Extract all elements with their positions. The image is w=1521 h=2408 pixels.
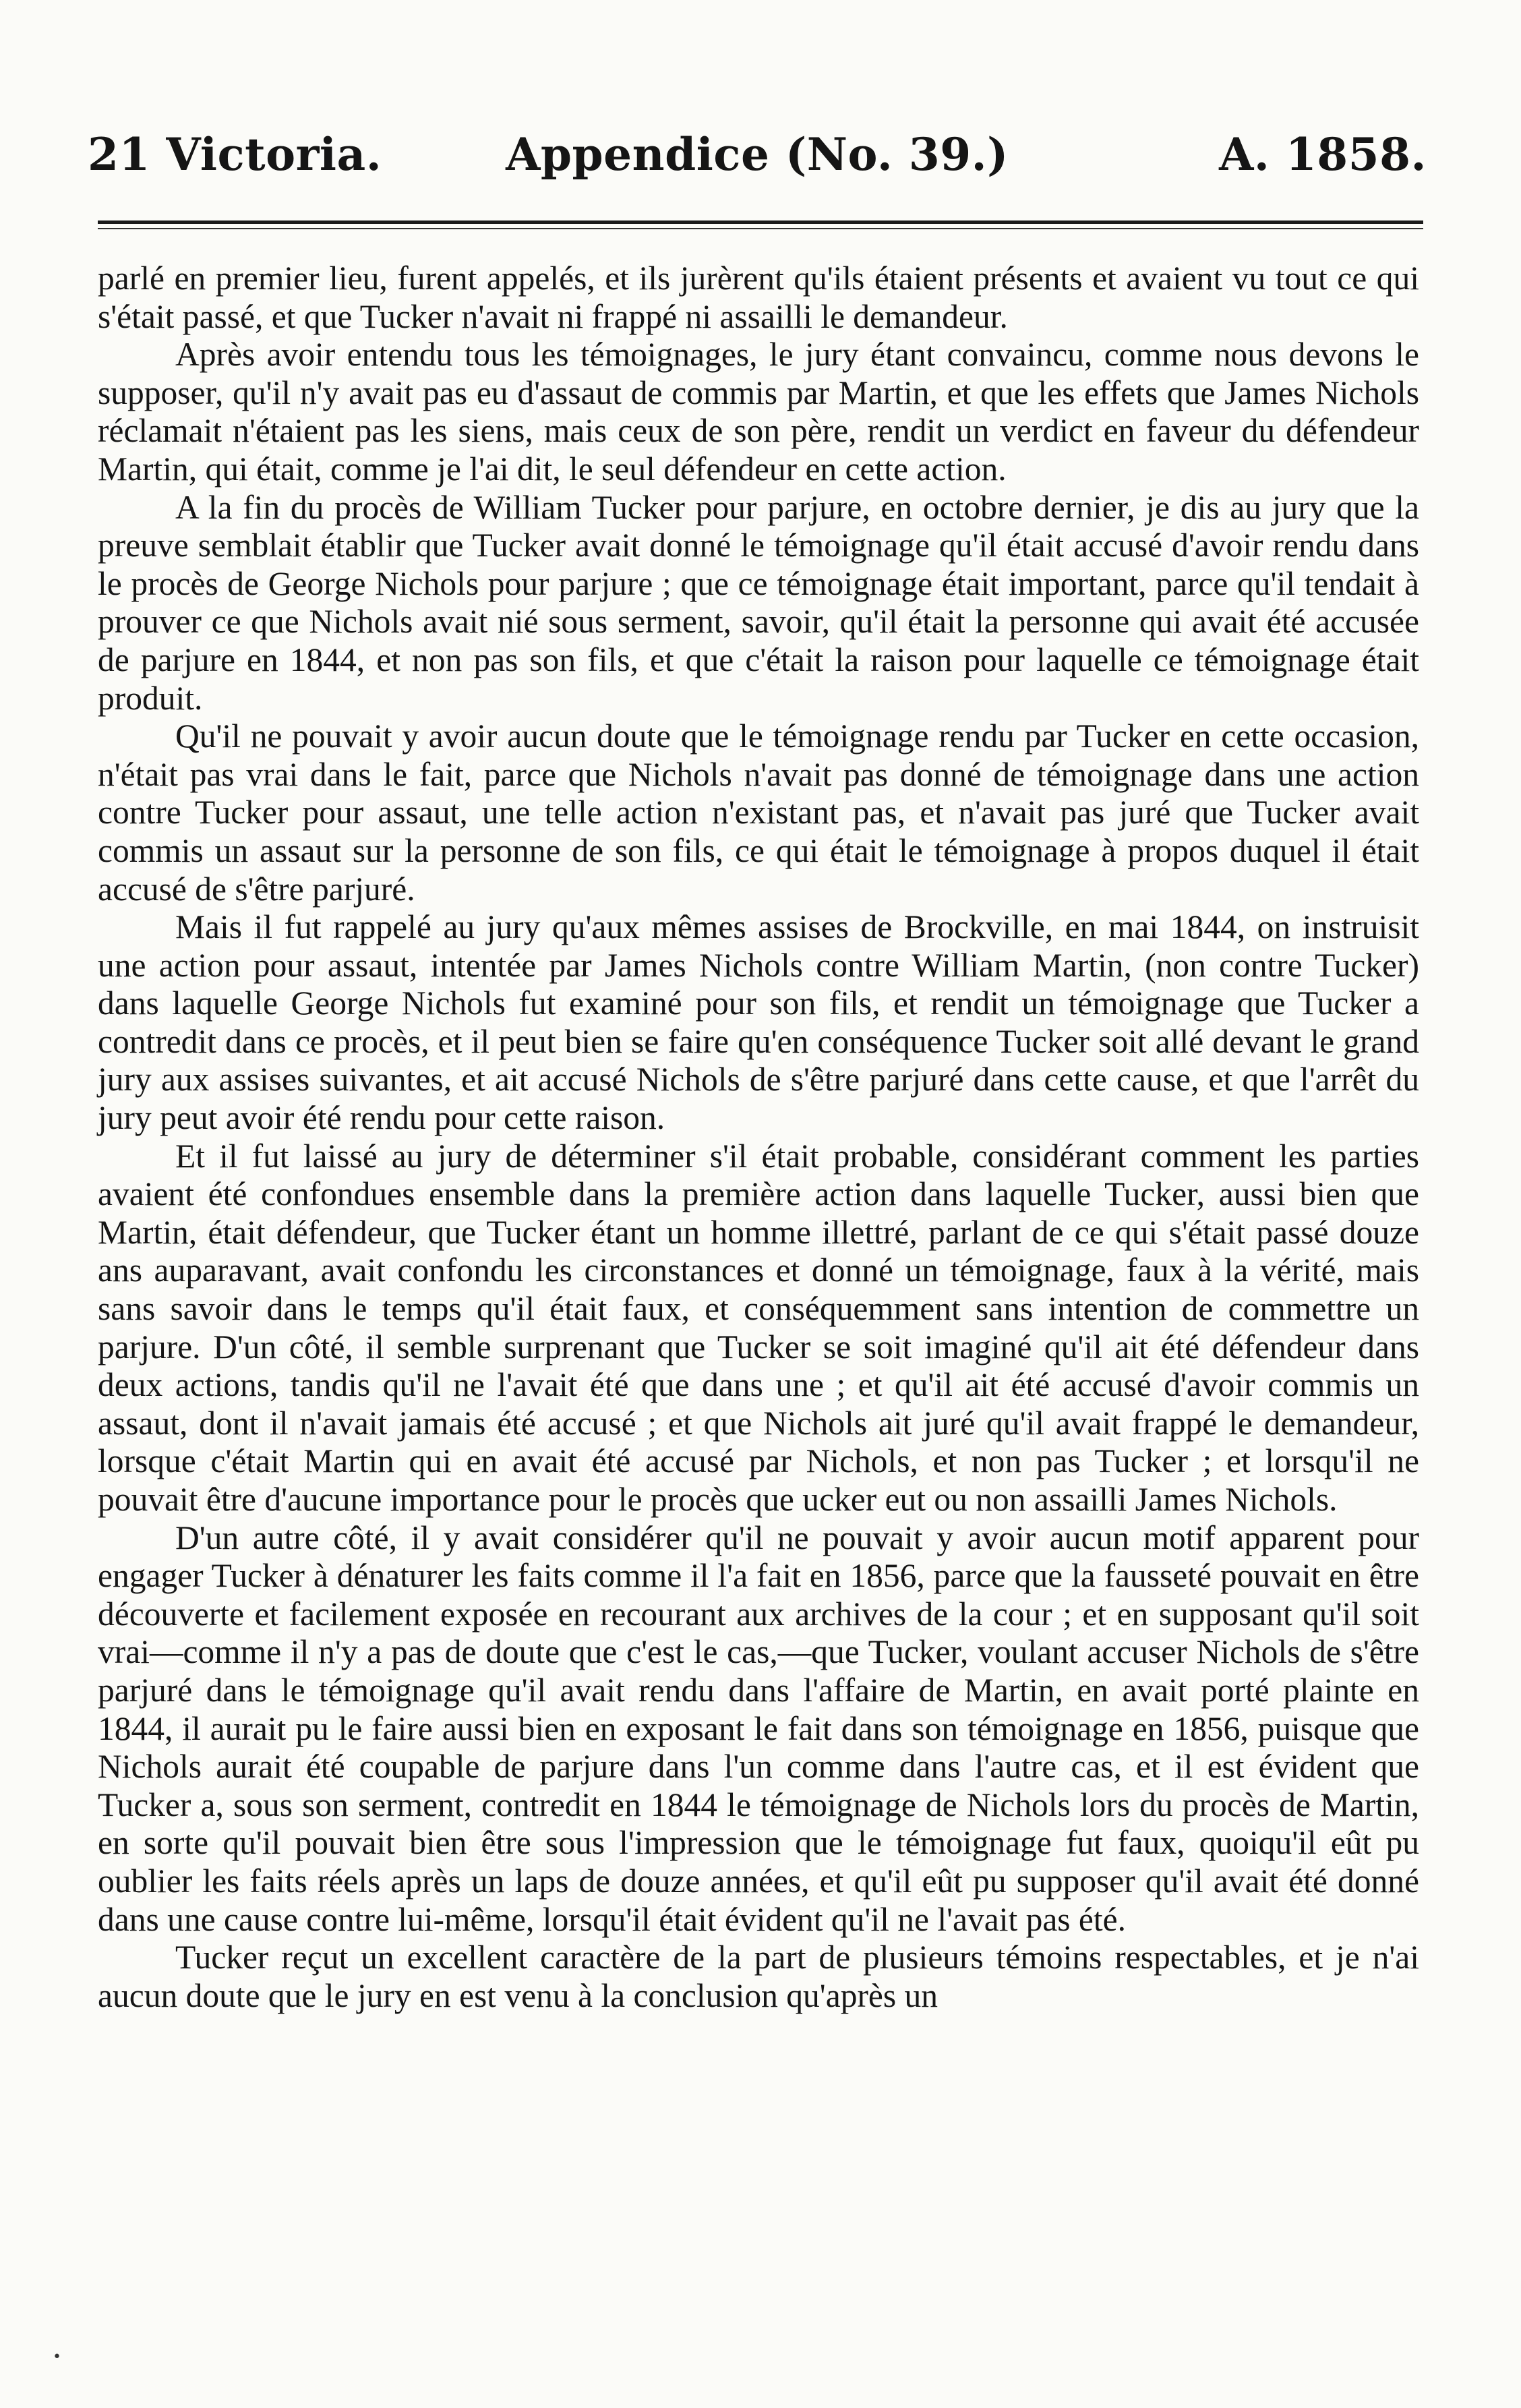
header-session: 21 Victoria.	[88, 128, 382, 181]
margin-mark: •	[53, 2349, 61, 2366]
paragraph: A la fin du procès de William Tucker pour parjure, en octobre dernier, je dis au jury que la preuve semblait établir que Tucker avait donné le témoignage qu'il était accusé d'avoir rendu dans le procès de George Nichols pour parjure ; que ce témoignage était important, parce qu'il tendait à prouver ce que Nichols avait nié sous serment, savoir, qu'il était la personne qui avait été accusée de parjure en 1844, et non pas son fils, et que c'était la raison pour laquelle ce témoignage était produit.	[98, 488, 1419, 717]
page-header	[88, 128, 1427, 189]
paragraph: Tucker reçut un excellent caractère de la part de plusieurs témoins respectables, et je n'ai aucun doute que le jury en est venu à la conclusion qu'après un	[98, 1939, 1419, 2014]
body-text	[98, 260, 1419, 2015]
paragraph: D'un autre côté, il y avait considérer qu'il ne pouvait y avoir aucun motif apparent pour engager Tucker à dénaturer les faits comme il l'a fait en 1856, parce que la fausseté pouvait en être découverte et facilement exposée en recourant aux archives de la cour ; et en supposant qu'il soit vrai—comme il n'y a pas de doute que c'est le cas,—que Tucker, voulant accuser Nichols de s'être parjuré dans le témoignage qu'il avait rendu dans l'affaire de Martin, en avait porté plainte en 1844, il aurait pu le faire aussi bien en exposant le fait dans son témoignage en 1856, puisque que Nichols aurait été coupable de parjure dans l'un comme dans l'autre cas, et il est évident que Tucker a, sous son serment, contredit en 1844 le témoignage de Nichols lors du procès de Martin, en sorte qu'il pouvait bien être sous l'impression que le témoignage fut faux, quoiqu'il eût pu oublier les faits réels après un laps de douze années, et qu'il eût pu supposer qu'il avait été donné dans une cause contre lui-même, lorsqu'il était évident qu'il ne l'avait pas été.	[98, 1519, 1419, 1938]
paragraph: Qu'il ne pouvait y avoir aucun doute que le témoignage rendu par Tucker en cette occasion, n'était pas vrai dans le fait, parce que Nichols n'avait pas donné de témoignage dans une action contre Tucker pour assaut, une telle action n'existant pas, et n'avait pas juré que Tucker avait commis un assaut sur la personne de son fils, ce qui était le témoignage à propos duquel il était accusé de s'être parjuré.	[98, 717, 1419, 908]
header-rule	[98, 221, 1423, 224]
paragraph: Après avoir entendu tous les témoignages, le jury étant convaincu, comme nous devons le supposer, qu'il n'y avait pas eu d'assaut de commis par Martin, et que les effets que James Nichols réclamait n'étaient pas les siens, mais ceux de son père, rendit un verdict en faveur du défendeur Martin, qui était, comme je l'ai dit, le seul défendeur en cette action.	[98, 336, 1419, 488]
header-year: A. 1858.	[1219, 128, 1427, 181]
paragraph: Et il fut laissé au jury de déterminer s'il était probable, considérant comment les parties avaient été confondues ensemble dans la première action dans laquelle Tucker, aussi bien que Martin, était défendeur, que Tucker étant un homme illettré, parlant de ce qui s'était passé douze ans auparavant, avait confondu les circonstances et donné un témoignage, faux à la vérité, mais sans savoir dans le temps qu'il était faux, et conséquemment sans intention de commettre un parjure. D'un côté, il semble surprenant que Tucker se soit imaginé qu'il ait été défendeur dans deux actions, tandis qu'il ne l'avait été que dans une ; et qu'il ait été accusé d'avoir commis un assaut, dont il n'avait jamais été accusé ; et que Nichols ait juré qu'il avait frappé le demandeur, lorsque c'était Martin qui en avait été accusé par Nichols, et non pas Tucker ; et lorsqu'il ne pouvait être d'aucune importance pour le procès que ucker eut ou non assailli James Nichols.	[98, 1137, 1419, 1518]
paragraph: parlé en premier lieu, furent appelés, et ils jurèrent qu'ils étaient présents et avaient vu tout ce qui s'était passé, et que Tucker n'avait ni frappé ni assailli le demandeur.	[98, 260, 1419, 335]
header-appendix: Appendice (No. 39.)	[506, 128, 1009, 181]
paragraph: Mais il fut rappelé au jury qu'aux mêmes assises de Brockville, en mai 1844, on instruisit une action pour assaut, intentée par James Nichols contre William Martin, (non contre Tucker) dans laquelle George Nichols fut examiné pour son fils, et rendit un témoignage que Tucker a contredit dans ce procès, et il peut bien se faire qu'en conséquence Tucker soit allé devant le grand jury aux assises suivantes, et ait accusé Nichols de s'être parjuré dans cette cause, et que l'arrêt du jury peut avoir été rendu pour cette raison.	[98, 908, 1419, 1137]
header-rule-thin	[98, 228, 1423, 229]
